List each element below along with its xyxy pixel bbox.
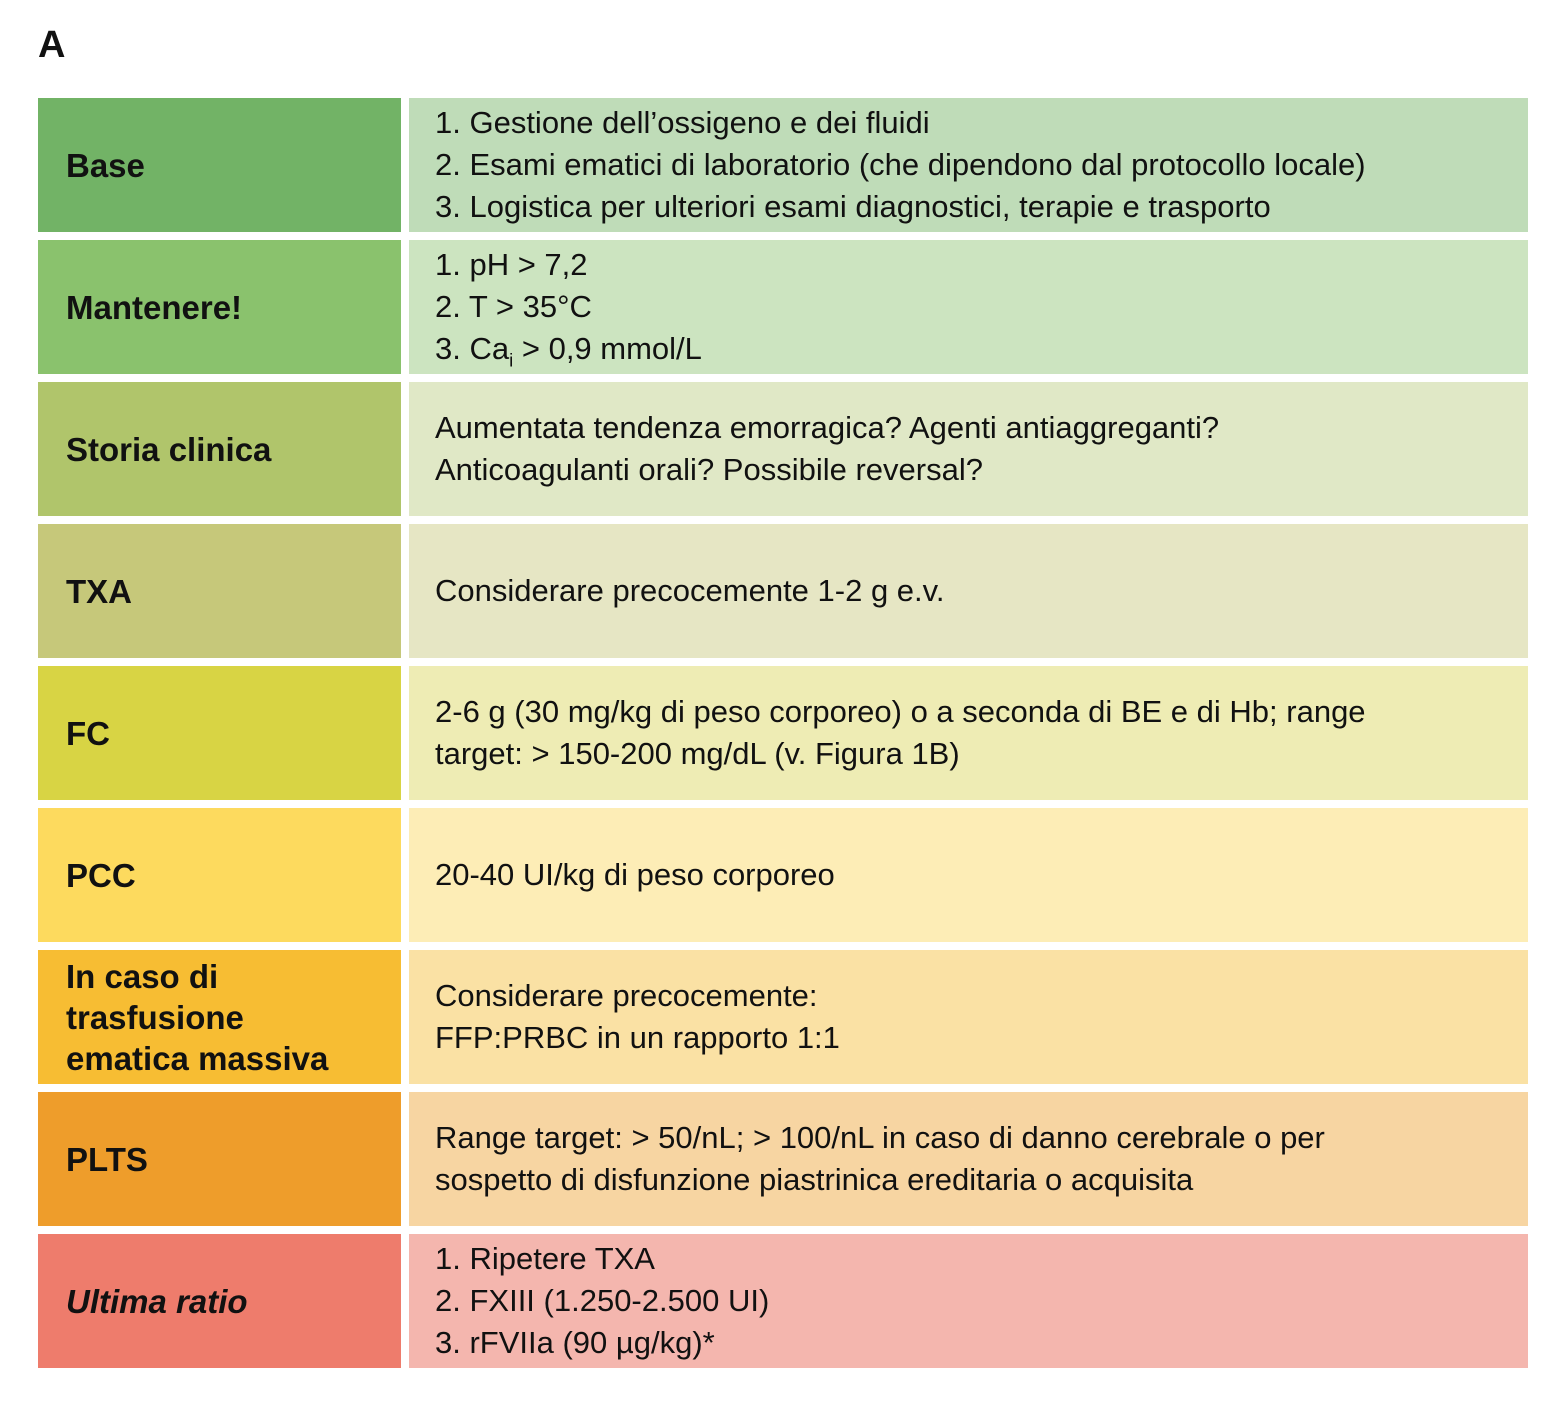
- calcium-suffix: > 0,9 mmol/L: [513, 331, 702, 366]
- row-ultima-ratio: [38, 1234, 1528, 1368]
- row-label: TXA: [38, 524, 401, 658]
- content-line: target: > 150-200 mg/dL (v. Figura 1B): [435, 736, 960, 771]
- row-label: Storia clinica: [38, 382, 401, 516]
- calcium-prefix: 3. Ca: [435, 331, 510, 366]
- row-label: PCC: [38, 808, 401, 942]
- row-content: [409, 808, 1528, 942]
- content-line: Aumentata tendenza emorragica? Agenti antiaggreganti?: [435, 410, 1220, 445]
- row-label: Base: [38, 98, 401, 232]
- content-line: 2. T > 35°C: [435, 289, 592, 324]
- row-label: [38, 950, 401, 1084]
- row-content: [409, 240, 1528, 374]
- content-line: FFP:PRBC in un rapporto 1:1: [435, 1020, 840, 1055]
- content-line: 2. FXIII (1.250-2.500 UI): [435, 1283, 770, 1318]
- content-line: 2-6 g (30 mg/kg di peso corporeo) o a seconda di BE e di Hb; range: [435, 694, 1366, 729]
- row-label-line: ematica massiva: [66, 1039, 329, 1077]
- row-label-line: In caso di: [66, 957, 219, 995]
- row-content: [409, 98, 1528, 232]
- content-line: sospetto di disfunzione piastrinica ereditaria o acquisita: [435, 1162, 1194, 1197]
- row-txa: [38, 524, 1528, 658]
- row-mantenere: [38, 240, 1528, 374]
- row-label: FC: [38, 666, 401, 800]
- treatment-table: [38, 98, 1528, 1368]
- content-line: 1. Ripetere TXA: [435, 1241, 655, 1276]
- row-label-line: trasfusione: [66, 998, 244, 1036]
- row-base: [38, 98, 1528, 232]
- row-content: [409, 382, 1528, 516]
- content-line: 1. pH > 7,2: [435, 247, 588, 282]
- content-line: 2. Esami ematici di laboratorio (che dipendono dal protocollo locale): [435, 147, 1366, 182]
- row-content: [409, 1234, 1528, 1368]
- row-pcc: [38, 808, 1528, 942]
- calcium-subscript: i: [509, 349, 514, 371]
- content-line: Considerare precocemente:: [435, 978, 818, 1013]
- panel-letter: A: [38, 24, 66, 66]
- row-label: Mantenere!: [38, 240, 401, 374]
- row-trasfusione-massiva: [38, 950, 1528, 1084]
- content-line: 20-40 UI/kg di peso corporeo: [435, 857, 835, 892]
- row-content: [409, 524, 1528, 658]
- content-line: 3. rFVIIa (90 µg/kg)*: [435, 1325, 715, 1360]
- content-line: Considerare precocemente 1-2 g e.v.: [435, 573, 945, 608]
- content-line: Range target: > 50/nL; > 100/nL in caso di danno cerebrale o per: [435, 1120, 1325, 1155]
- content-line: 1. Gestione dell’ossigeno e dei fluidi: [435, 105, 930, 140]
- row-label: Ultima ratio: [38, 1234, 401, 1368]
- row-storia-clinica: [38, 382, 1528, 516]
- content-line-calcium: [435, 328, 1528, 370]
- row-content: [409, 950, 1528, 1084]
- content-line: Anticoagulanti orali? Possibile reversal?: [435, 452, 983, 487]
- row-plts: [38, 1092, 1528, 1226]
- row-fc: [38, 666, 1528, 800]
- row-content: [409, 1092, 1528, 1226]
- row-content: [409, 666, 1528, 800]
- row-label: PLTS: [38, 1092, 401, 1226]
- content-line: 3. Logistica per ulteriori esami diagnostici, terapie e trasporto: [435, 189, 1271, 224]
